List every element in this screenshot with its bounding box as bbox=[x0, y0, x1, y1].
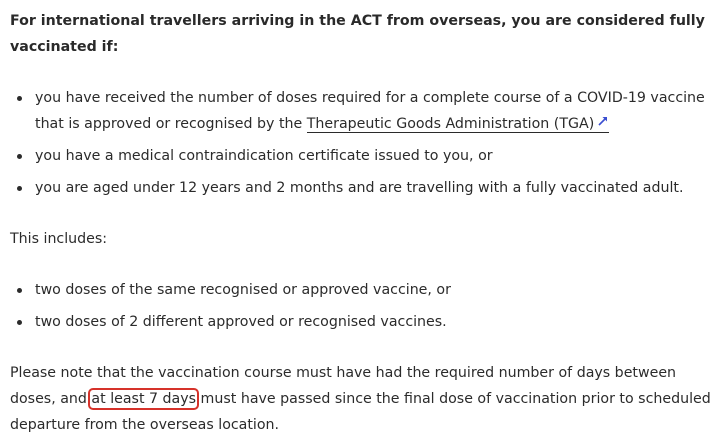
bullet-icon bbox=[17, 288, 22, 293]
page-heading: For international travellers arriving in the ACT from overseas, you are considered fully vaccinated if: bbox=[10, 13, 705, 55]
tga-link[interactable] bbox=[307, 116, 609, 133]
includes-text: two doses of the same recognised or approved vaccine, or bbox=[35, 282, 451, 298]
external-link-icon bbox=[597, 115, 609, 127]
bullet-icon bbox=[17, 186, 22, 191]
vaccination-criteria-list bbox=[0, 85, 720, 201]
criteria-text: you have received the number of doses required for a complete course of a COVID-19 vaccine that is approved or recognised by the bbox=[35, 90, 705, 132]
includes-text: two doses of 2 different approved or recognised vaccines. bbox=[35, 314, 447, 330]
note-paragraph bbox=[10, 360, 722, 438]
list-item bbox=[0, 143, 720, 169]
list-item bbox=[0, 85, 720, 137]
note-text: Please note that the vaccination course must have had the required number of days between doses, and bbox=[10, 365, 677, 407]
tga-link-label: Therapeutic Goods Administration (TGA) bbox=[306, 116, 595, 132]
criteria-text: you are aged under 12 years and 2 months and are travelling with a fully vaccinated adult. bbox=[35, 180, 684, 196]
list-item bbox=[0, 175, 720, 201]
bullet-icon bbox=[17, 96, 22, 101]
highlighted-phrase: at least 7 days bbox=[91, 391, 197, 407]
list-item bbox=[0, 277, 720, 303]
bullet-icon bbox=[17, 154, 22, 159]
list-item bbox=[0, 309, 720, 335]
criteria-text: you have a medical contraindication certificate issued to you, or bbox=[35, 148, 493, 164]
bullet-icon bbox=[17, 320, 22, 325]
includes-label: This includes: bbox=[10, 231, 108, 247]
includes-list bbox=[0, 277, 720, 335]
note-text: must have passed since the final dose of vaccination prior to scheduled departure from the overseas location. bbox=[10, 391, 711, 433]
